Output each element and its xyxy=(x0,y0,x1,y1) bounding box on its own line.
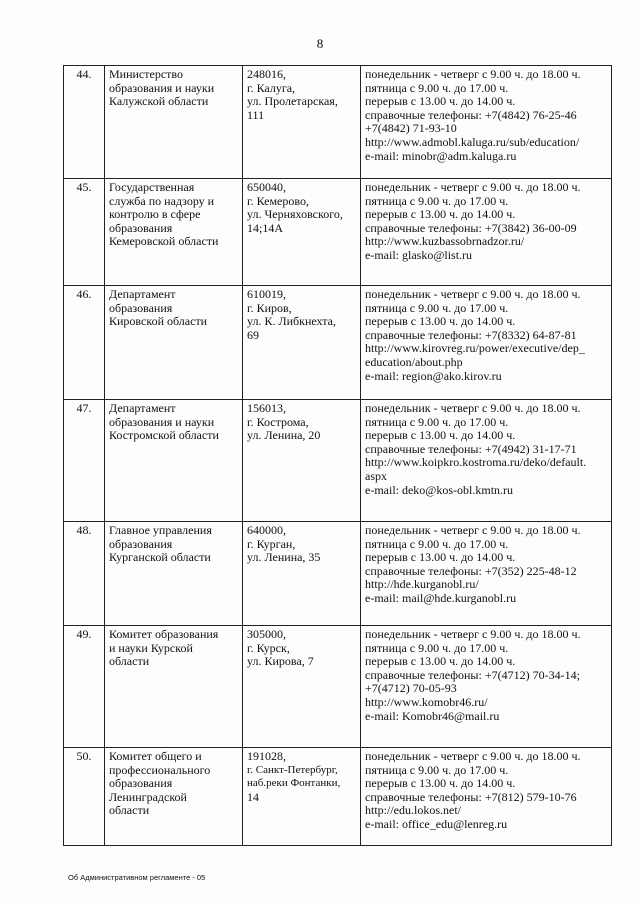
name-line: Государственная xyxy=(109,180,195,194)
contact-line: справочные телефоны: +7(352) 225-48-12 xyxy=(365,563,577,578)
organization-contacts xyxy=(361,626,612,748)
address-line: ул. Кирова, 7 xyxy=(247,654,314,669)
contact-line: http://www.kirovreg.ru/power/executive/dep_ xyxy=(365,341,585,356)
organization-contacts xyxy=(361,66,612,179)
contact-line: перерыв с 13.00 ч. до 14.00 ч. xyxy=(365,314,516,329)
name-line: образования xyxy=(109,776,173,791)
address-line: наб.реки Фонтанки, xyxy=(247,777,341,790)
name-line: контролю в сфере xyxy=(109,207,201,222)
name-line: и науки Курской xyxy=(109,640,193,655)
contact-line: пятница с 9.00 ч. до 17.00 ч. xyxy=(365,193,509,208)
address-line: 650040, xyxy=(247,180,286,194)
contact-line: пятница с 9.00 ч. до 17.00 ч. xyxy=(365,640,509,655)
name-line: Кировской области xyxy=(109,314,208,329)
name-line: Кемеровской области xyxy=(109,234,219,249)
row-number: 46. xyxy=(64,286,105,400)
name-line: образования и науки xyxy=(109,414,215,429)
address-line: г. Курган, xyxy=(247,536,296,551)
table-row xyxy=(64,179,612,286)
contact-line: перерыв с 13.00 ч. до 14.00 ч. xyxy=(365,776,516,791)
name-line: Калужской области xyxy=(109,94,209,109)
organization-name xyxy=(105,522,243,626)
name-line: Министерство xyxy=(109,67,183,81)
table-body xyxy=(64,66,612,846)
contact-line: пятница с 9.00 ч. до 17.00 ч. xyxy=(365,762,509,777)
document-footer: Об Административном регламенте - 05 xyxy=(68,873,206,882)
contact-line: пятница с 9.00 ч. до 17.00 ч. xyxy=(365,536,509,551)
name-line: Комитет образования xyxy=(109,627,219,641)
contact-line: e-mail: mail@hde.kurganobl.ru xyxy=(365,590,517,605)
contact-line: справочные телефоны: +7(4942) 31-17-71 xyxy=(365,441,577,456)
name-line: Курганской области xyxy=(109,550,211,565)
row-number: 49. xyxy=(64,626,105,748)
name-line: профессионального xyxy=(109,762,211,777)
row-number: 48. xyxy=(64,522,105,626)
address-line: г. Курск, xyxy=(247,640,290,655)
organization-contacts xyxy=(361,179,612,286)
contact-line: e-mail: glasko@list.ru xyxy=(365,247,473,262)
contact-line: +7(4712) 70-05-93 xyxy=(365,681,457,696)
name-line: Департамент xyxy=(109,287,176,301)
organization-name xyxy=(105,400,243,522)
name-line: Костромской области xyxy=(109,428,219,443)
organization-address xyxy=(243,522,361,626)
contact-line: http://www.komobr46.ru/ xyxy=(365,694,488,709)
organization-address xyxy=(243,400,361,522)
contact-line: перерыв с 13.00 ч. до 14.00 ч. xyxy=(365,207,516,222)
organization-contacts xyxy=(361,522,612,626)
name-line: образования xyxy=(109,300,173,315)
organization-address xyxy=(243,66,361,179)
address-line: 14;14А xyxy=(247,220,283,235)
address-line: ул. Пролетарская, xyxy=(247,94,338,109)
organization-address xyxy=(243,626,361,748)
address-line: ул. Ленина, 20 xyxy=(247,428,321,443)
contact-line: пятница с 9.00 ч. до 17.00 ч. xyxy=(365,414,509,429)
contact-line: education/about.php xyxy=(365,354,463,369)
contact-line: e-mail: office_edu@lenreg.ru xyxy=(365,816,508,831)
organization-name xyxy=(105,626,243,748)
contact-line: пятница с 9.00 ч. до 17.00 ч. xyxy=(365,300,509,315)
organization-name xyxy=(105,286,243,400)
organizations-table xyxy=(63,65,612,846)
row-number: 50. xyxy=(64,748,105,846)
organization-contacts xyxy=(361,748,612,846)
table-row xyxy=(64,522,612,626)
contact-line: http://hde.kurganobl.ru/ xyxy=(365,577,479,592)
address-line: г. Кемерово, xyxy=(247,193,309,208)
contact-line: http://www.kuzbassobrnadzor.ru/ xyxy=(365,234,525,249)
page-number: 8 xyxy=(316,36,324,51)
organization-contacts xyxy=(361,400,612,522)
contact-line: справочные телефоны: +7(4712) 70-34-14; xyxy=(365,667,580,682)
contact-line: пятница с 9.00 ч. до 17.00 ч. xyxy=(365,80,509,95)
table-row xyxy=(64,626,612,748)
contact-line: http://www.admobl.kaluga.ru/sub/education/ xyxy=(365,134,580,149)
contact-line: справочные телефоны: +7(3842) 36-00-09 xyxy=(365,220,577,235)
name-line: образования xyxy=(109,220,173,235)
contact-line: перерыв с 13.00 ч. до 14.00 ч. xyxy=(365,94,516,109)
address-line: 14 xyxy=(247,789,259,804)
address-line: 248016, xyxy=(247,67,286,81)
contact-line: понедельник - четверг с 9.00 ч. до 18.00 ч. xyxy=(365,287,581,301)
contact-line: aspx xyxy=(365,468,387,483)
name-line: Ленинградской xyxy=(109,789,187,804)
table-row xyxy=(64,286,612,400)
organization-name xyxy=(105,748,243,846)
contact-line: справочные телефоны: +7(4842) 76-25-46 xyxy=(365,107,577,122)
address-line: 191028, xyxy=(247,749,286,763)
address-line: 640000, xyxy=(247,523,286,537)
contact-line: e-mail: region@ako.kirov.ru xyxy=(365,368,502,383)
address-line: 610019, xyxy=(247,287,286,301)
organization-name xyxy=(105,66,243,179)
row-number: 44. xyxy=(64,66,105,179)
contact-line: +7(4842) 71-93-10 xyxy=(365,121,457,136)
contact-line: перерыв с 13.00 ч. до 14.00 ч. xyxy=(365,550,516,565)
address-line: 156013, xyxy=(247,401,286,415)
address-line: ул. Черняховского, xyxy=(247,207,343,222)
address-line: ул. К. Либкнехта, xyxy=(247,314,336,329)
name-line: образования и науки xyxy=(109,80,215,95)
name-line: Главное управления xyxy=(109,523,212,537)
contact-line: e-mail: deko@kos-obl.kmtn.ru xyxy=(365,482,514,497)
address-line: ул. Ленина, 35 xyxy=(247,550,321,565)
organization-address xyxy=(243,286,361,400)
name-line: образования xyxy=(109,536,173,551)
row-number: 45. xyxy=(64,179,105,286)
contact-line: e-mail: Komobr46@mail.ru xyxy=(365,708,500,723)
organization-address xyxy=(243,179,361,286)
contact-line: http://edu.lokos.net/ xyxy=(365,803,461,818)
name-line: служба по надзору и xyxy=(109,193,215,208)
organization-name xyxy=(105,179,243,286)
contact-line: понедельник - четверг с 9.00 ч. до 18.00 ч. xyxy=(365,180,581,194)
address-line: г. Калуга, xyxy=(247,80,296,95)
name-line: области xyxy=(109,654,150,669)
contact-line: перерыв с 13.00 ч. до 14.00 ч. xyxy=(365,654,516,669)
organization-contacts xyxy=(361,286,612,400)
address-line: 69 xyxy=(247,327,259,342)
contact-line: справочные телефоны: +7(812) 579-10-76 xyxy=(365,789,577,804)
address-line: 305000, xyxy=(247,627,286,641)
contact-line: e-mail: minobr@adm.kaluga.ru xyxy=(365,148,517,163)
contact-line: понедельник - четверг с 9.00 ч. до 18.00 ч. xyxy=(365,749,581,763)
contact-line: понедельник - четверг с 9.00 ч. до 18.00 ч. xyxy=(365,401,581,415)
name-line: Департамент xyxy=(109,401,176,415)
contact-line: перерыв с 13.00 ч. до 14.00 ч. xyxy=(365,428,516,443)
address-line: г. Кострома, xyxy=(247,414,309,429)
contact-line: понедельник - четверг с 9.00 ч. до 18.00 ч. xyxy=(365,523,581,537)
address-line: г. Санкт-Петербург, xyxy=(247,763,338,776)
contact-line: понедельник - четверг с 9.00 ч. до 18.00 ч. xyxy=(365,67,581,81)
contact-line: понедельник - четверг с 9.00 ч. до 18.00 ч. xyxy=(365,627,581,641)
name-line: области xyxy=(109,803,150,818)
contact-line: http://www.koipkro.kostroma.ru/deko/default. xyxy=(365,455,587,470)
contact-line: справочные телефоны: +7(8332) 64-87-81 xyxy=(365,327,577,342)
name-line: Комитет общего и xyxy=(109,749,202,763)
address-line: 111 xyxy=(247,107,265,122)
table-row xyxy=(64,748,612,846)
address-line: г. Киров, xyxy=(247,300,292,315)
table-row xyxy=(64,66,612,179)
table-row xyxy=(64,400,612,522)
row-number: 47. xyxy=(64,400,105,522)
organization-address xyxy=(243,748,361,846)
